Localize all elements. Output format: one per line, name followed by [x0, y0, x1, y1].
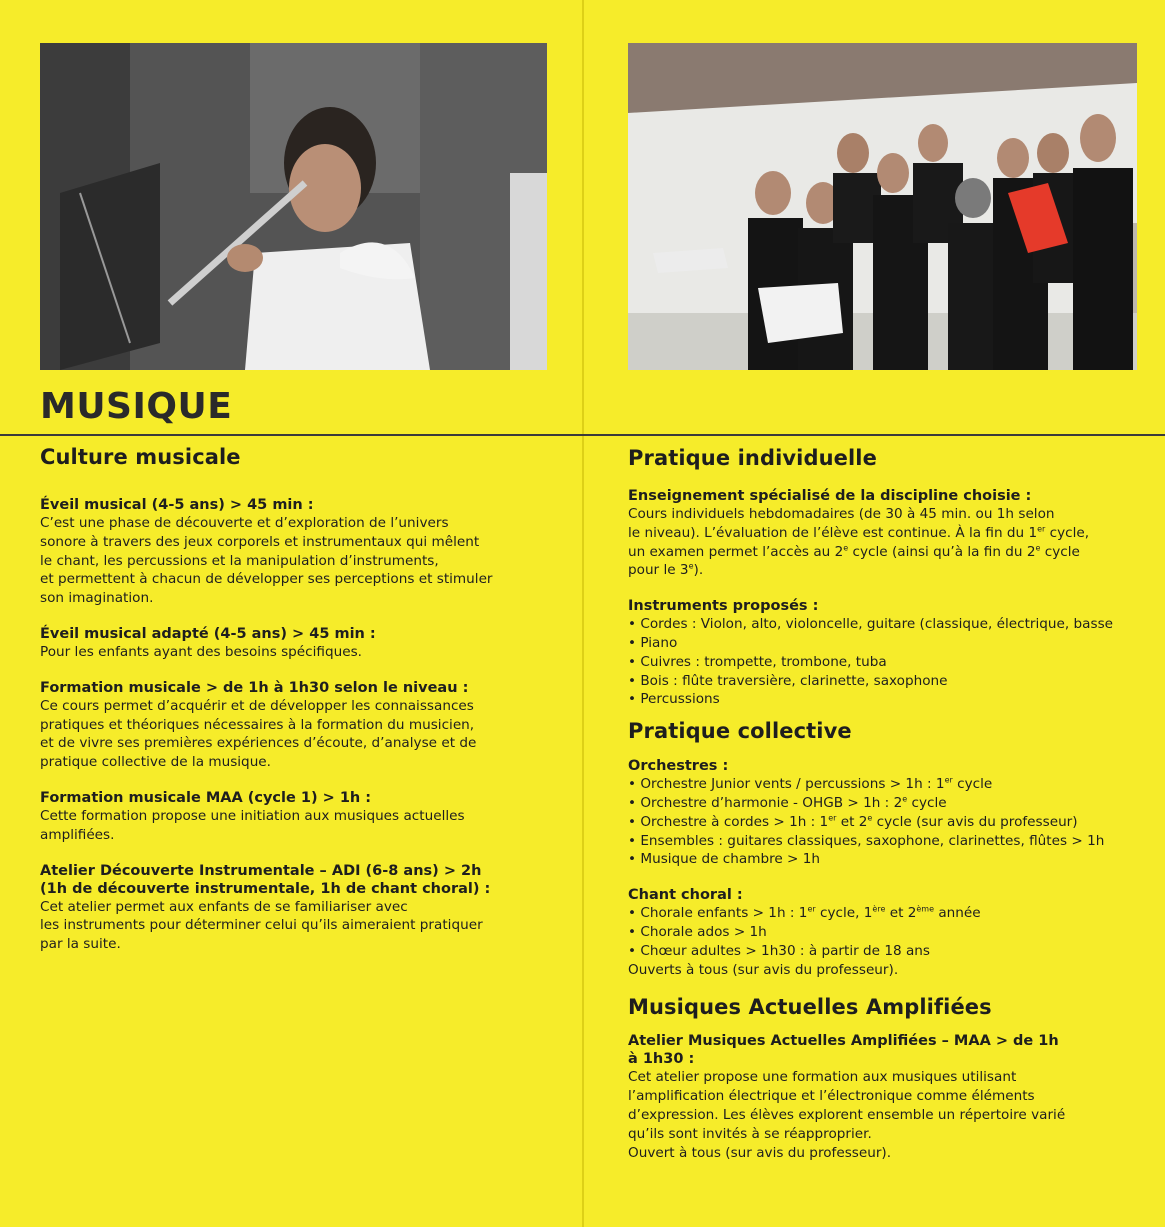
text-line: [628, 543, 1158, 562]
block-title: Enseignement spécialisé de la discipline choisie :: [628, 488, 1032, 504]
text-part: et 2: [836, 813, 868, 830]
text-line: les instruments pour déterminer celui qu’ils aimeraient pratiquer: [40, 917, 483, 934]
text-part: le niveau). L’évaluation de l’élève est continue. À la fin du 1: [628, 524, 1038, 541]
right-column: [628, 444, 1158, 1162]
text-line: C’est une phase de découverte et d’exploration de l’univers: [40, 515, 449, 531]
block-atelier-adi: [40, 862, 560, 954]
text-line: Cette formation propose une initiation aux musiques actuelles: [40, 807, 465, 824]
block-eveil-musical-adapte: [40, 625, 560, 662]
title-divider: [0, 434, 1165, 436]
text-part: Orchestre Junior vents / percussions > 1h : 1: [640, 776, 945, 793]
text-line: Cet atelier propose une formation aux musiques utilisant: [628, 1069, 1017, 1086]
list-item: • Chœur adultes > 1h30 : à partir de 18 ans: [628, 942, 1158, 961]
list-item: • Cordes : Violon, alto, violoncelle, guitare (classique, électrique, basse: [628, 615, 1158, 634]
text-line: Cours individuels hebdomadaires (de 30 à 45 min. ou 1h selon: [628, 506, 1055, 522]
text-line: [628, 561, 1158, 580]
text-line: Pour les enfants ayant des besoins spécifiques.: [40, 643, 362, 660]
superscript: ère: [872, 904, 886, 914]
instruments-list: [628, 615, 1158, 709]
chant-choral-list: [628, 904, 1158, 960]
text-part: cycle (sur avis du professeur): [872, 813, 1078, 830]
block-title: Chant choral :: [628, 887, 743, 904]
block-atelier-maa: [628, 1032, 1158, 1162]
block-enseignement-specialise: [628, 487, 1158, 580]
block-instruments-proposes: [628, 597, 1158, 709]
text-part: cycle, 1: [815, 905, 873, 922]
list-item: • Musique de chambre > 1h: [628, 850, 1158, 869]
superscript: e: [843, 543, 849, 553]
list-item: [628, 904, 1158, 923]
block-orchestres: [628, 757, 1158, 869]
text-part: ).: [693, 562, 704, 579]
flute-student-photo: [40, 43, 547, 370]
text-part: Orchestre d’harmonie - OHGB > 1h : 2: [640, 794, 903, 811]
text-line: sonore à travers des jeux corporels et instrumentaux qui mêlent: [40, 533, 480, 550]
block-title-line2: à 1h30 :: [628, 1051, 695, 1068]
text-part: pour le 3: [628, 562, 689, 579]
list-item: [628, 813, 1158, 832]
list-item: • Percussions: [628, 690, 1158, 709]
text-line: pratique collective de la musique.: [40, 754, 271, 771]
block-chant-choral: [628, 886, 1158, 979]
section-title-culture-musicale: Culture musicale: [40, 445, 241, 469]
text-part: cycle: [907, 794, 947, 811]
block-title: Éveil musical (4-5 ans) > 45 min :: [40, 497, 314, 513]
text-line: Ouverts à tous (sur avis du professeur).: [628, 961, 899, 978]
superscript: e: [902, 794, 908, 804]
left-column: [40, 444, 560, 954]
text-part: et 2: [885, 905, 917, 922]
text-line: pratiques et théoriques nécessaires à la formation du musicien,: [40, 716, 475, 733]
text-part: Chorale enfants > 1h : 1: [640, 905, 808, 922]
block-title: Formation musicale > de 1h à 1h30 selon le niveau :: [40, 679, 469, 696]
superscript: ème: [916, 904, 935, 914]
superscript: er: [944, 775, 953, 785]
text-line: d’expression. Les élèves explorent ensemble un répertoire varié: [628, 1106, 1066, 1123]
text-part: cycle: [1040, 543, 1080, 560]
text-line: Ouvert à tous (sur avis du professeur).: [628, 1144, 892, 1161]
superscript: e: [688, 561, 694, 571]
text-line: Cet atelier permet aux enfants de se familiariser avec: [40, 898, 408, 915]
orchestres-list: [628, 775, 1158, 869]
text-line: qu’ils sont invités à se réapproprier.: [628, 1125, 872, 1142]
section-title-musiques-actuelles: Musiques Actuelles Amplifiées: [628, 995, 992, 1020]
block-title: Éveil musical adapté (4-5 ans) > 45 min :: [40, 625, 376, 642]
text-part: Orchestre à cordes > 1h : 1: [640, 813, 829, 830]
text-line: amplifiées.: [40, 826, 115, 843]
choir-photo: [628, 43, 1137, 370]
text-part: cycle (ainsi qu’à la fin du 2: [848, 543, 1036, 560]
text-part: un examen permet l’accès au 2: [628, 543, 844, 560]
superscript: er: [807, 904, 816, 914]
text-part: cycle: [952, 776, 993, 793]
block-formation-maa: [40, 789, 560, 845]
list-item: • Ensembles : guitares classiques, saxophone, clarinettes, flûtes > 1h: [628, 832, 1158, 851]
block-title: Orchestres :: [628, 758, 729, 775]
text-line: Ce cours permet d’acquérir et de développer les connaissances: [40, 697, 474, 714]
text-part: année: [934, 905, 981, 922]
list-item: [628, 794, 1158, 813]
section-title-pratique-individuelle: Pratique individuelle: [628, 446, 877, 470]
text-part: cycle,: [1045, 524, 1090, 541]
text-line: [628, 524, 1158, 543]
section-title-pratique-collective: Pratique collective: [628, 719, 852, 744]
list-item: • Bois : flûte traversière, clarinette, saxophone: [628, 672, 1158, 691]
text-line: et permettent à chacun de développer ses perceptions et stimuler: [40, 571, 493, 588]
text-line: le chant, les percussions et la manipulation d’instruments,: [40, 552, 439, 569]
block-eveil-musical: [40, 496, 560, 608]
block-title: Atelier Musiques Actuelles Amplifiées – MAA > de 1h: [628, 1033, 1059, 1050]
list-item: [628, 775, 1158, 794]
text-line: par la suite.: [40, 936, 121, 953]
list-item: • Chorale ados > 1h: [628, 923, 1158, 942]
block-title: Atelier Découverte Instrumentale – ADI (6-8 ans) > 2h: [40, 862, 482, 879]
text-line: son imagination.: [40, 590, 154, 607]
block-title-line2: (1h de découverte instrumentale, 1h de chant choral) :: [40, 880, 491, 897]
superscript: e: [867, 813, 873, 823]
page-title: MUSIQUE: [40, 386, 233, 427]
block-formation-musicale: [40, 679, 560, 772]
page-fold: [582, 0, 584, 1227]
list-item: • Cuivres : trompette, trombone, tuba: [628, 653, 1158, 672]
superscript: er: [828, 813, 837, 823]
text-line: et de vivre ses premières expériences d’écoute, d’analyse et de: [40, 735, 477, 752]
block-title: Instruments proposés :: [628, 598, 819, 615]
text-line: l’amplification électrique et l’électronique comme éléments: [628, 1088, 1035, 1105]
list-item: • Piano: [628, 634, 1158, 653]
superscript: e: [1035, 543, 1041, 553]
superscript: er: [1037, 524, 1046, 534]
block-title: Formation musicale MAA (cycle 1) > 1h :: [40, 789, 372, 806]
